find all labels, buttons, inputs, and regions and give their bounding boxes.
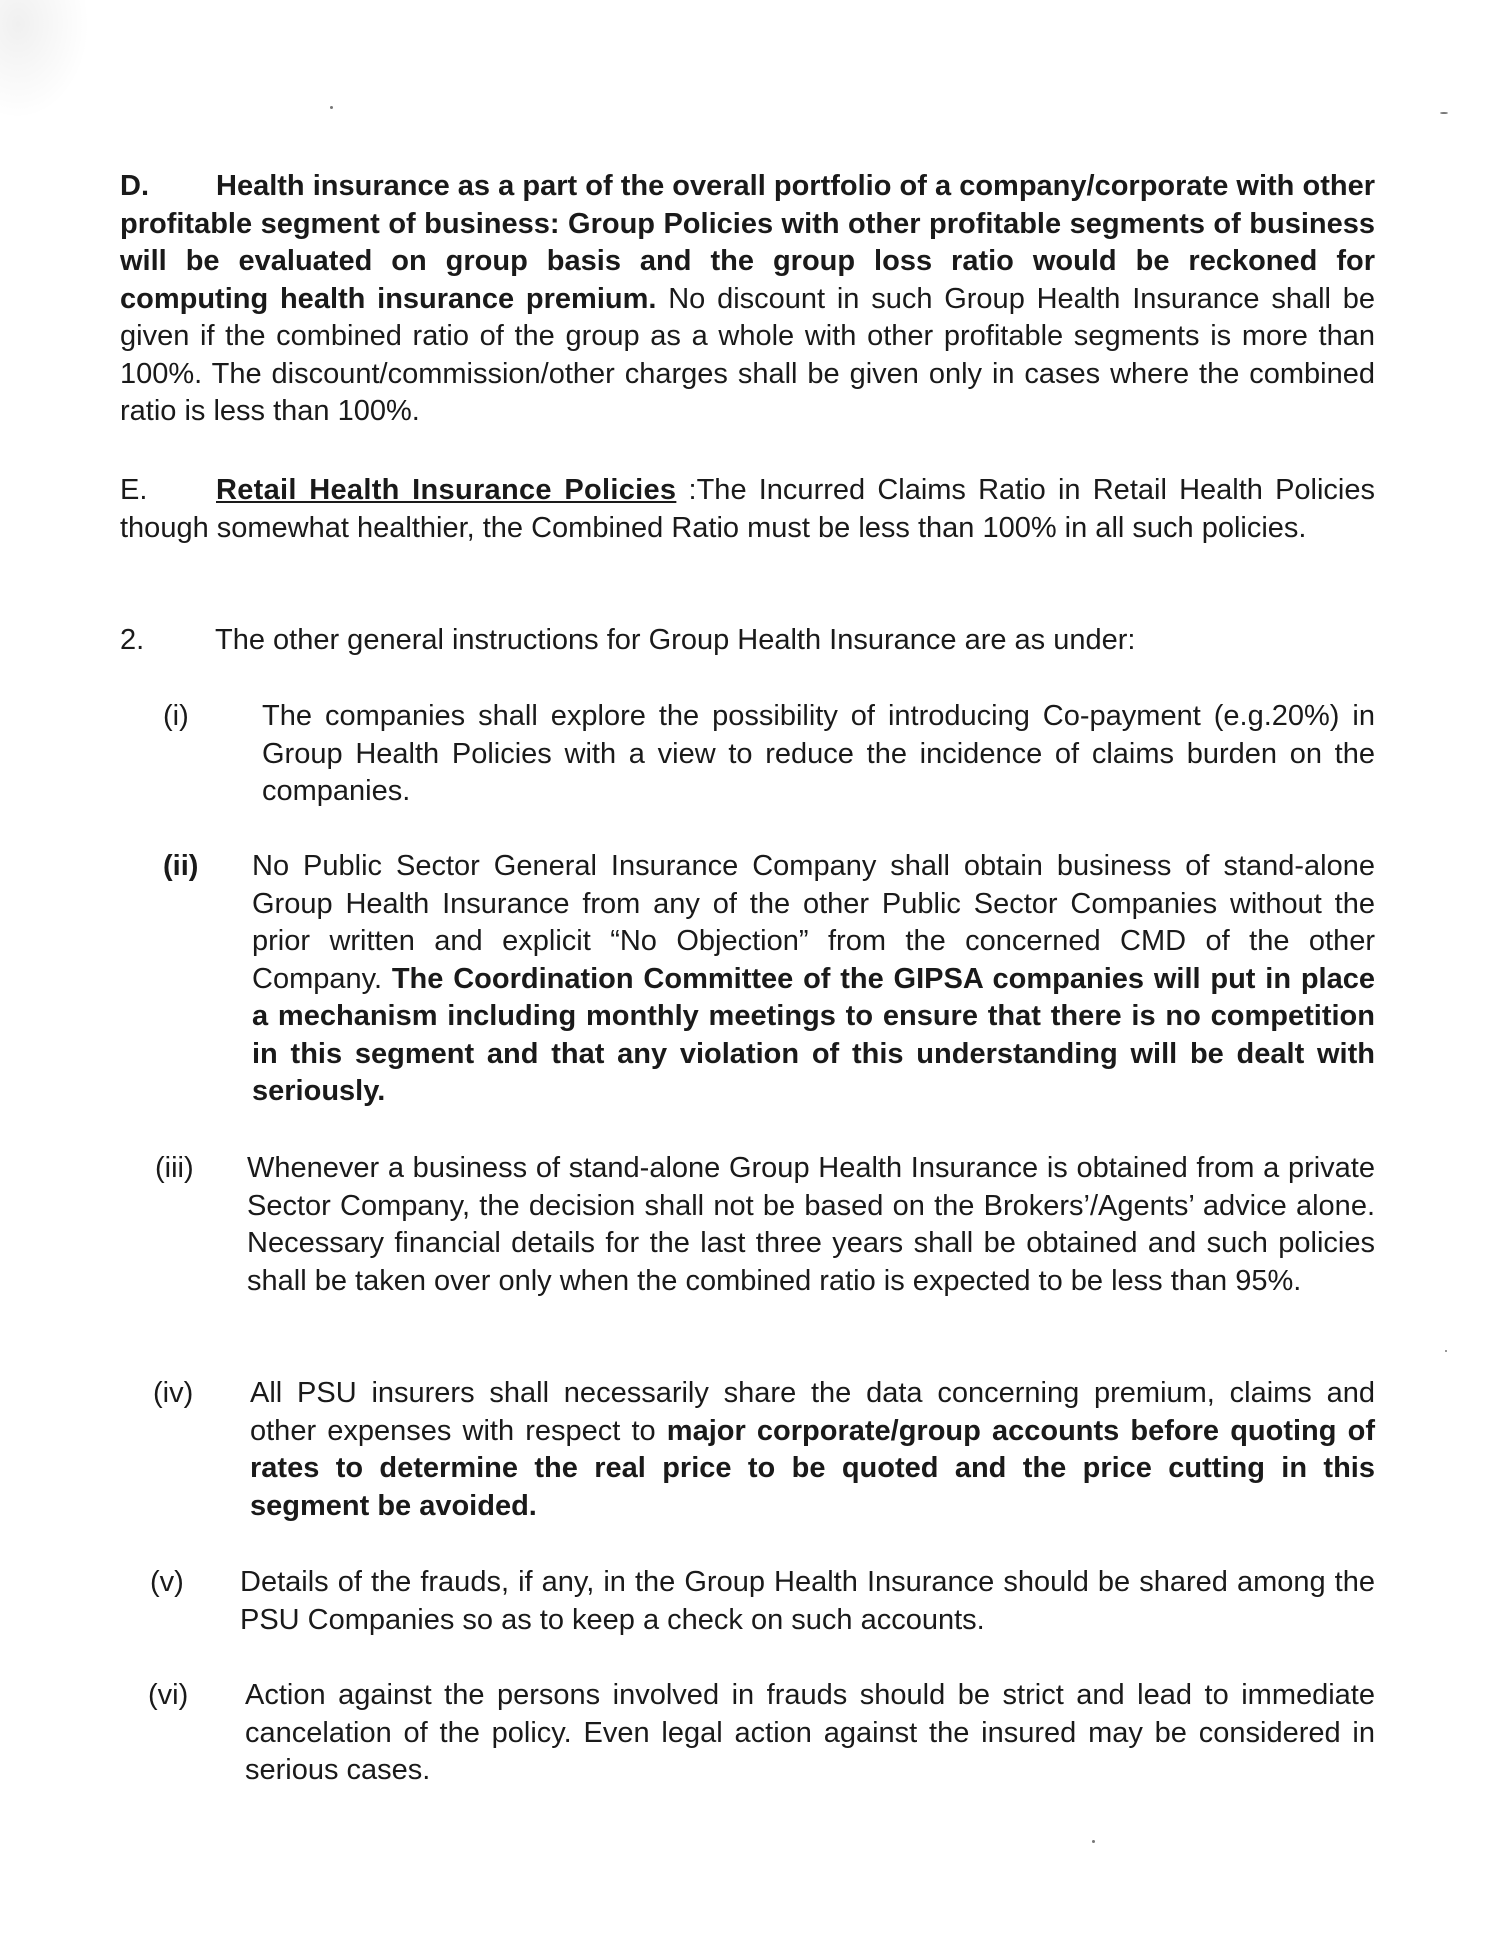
scan-speck	[1445, 1350, 1447, 1352]
item-i-marker: (i)	[163, 700, 189, 732]
item-iv-text	[250, 1375, 1375, 1525]
section-e-heading: Retail Health Insurance Policies	[216, 474, 677, 506]
section-e-paragraph	[120, 472, 1375, 547]
item-ii-text	[252, 848, 1375, 1111]
section-d-paragraph	[120, 168, 1375, 431]
point-2-text: The other general instructions for Group Health Insurance are as under:	[215, 624, 1136, 656]
item-iv-body: All PSU insurers shall necessarily share the data concerning premium, claims and other expenses with respect to	[250, 1377, 1375, 1447]
item-iii-marker: (iii)	[155, 1152, 194, 1184]
scan-speck	[1440, 112, 1448, 114]
scan-speck	[1092, 1840, 1095, 1843]
item-i-body: The companies shall explore the possibility of introducing Co-payment (e.g.20%) in Group Health Policies with a view to reduce the incidence of claims burden on the companies.	[262, 700, 1375, 807]
item-v-text	[240, 1564, 1375, 1639]
point-2-marker: 2.	[120, 624, 145, 656]
section-e-text: :The Incurred Claims Ratio in Retail Health Policies though somewhat healthier, the Combined Ratio must be less than 100% in all such policies.	[120, 474, 1376, 544]
item-vi-marker: (vi)	[148, 1679, 189, 1711]
item-vi-text	[245, 1677, 1375, 1790]
item-iii-text	[247, 1150, 1375, 1300]
item-ii-body: No Public Sector General Insurance Company shall obtain business of stand-alone Group Health Insurance from any of the other Public Sector Companies without the prior written and explicit “No Objection” from the concerned CMD of the other Company.	[252, 850, 1375, 995]
scan-speck	[330, 106, 333, 109]
item-ii-marker: (ii)	[163, 850, 199, 882]
section-d-text: No discount in such Group Health Insurance shall be given if the combined ratio of the group as a whole with other profitable segments is more than 100%. The discount/commission/other charges shall be given only in cases where the combined ratio is less than 100%.	[120, 282, 1375, 427]
item-vi-body: Action against the persons involved in frauds should be strict and lead to immediate cancelation of the policy. Even legal action against the insured may be considered in serious cases.	[245, 1679, 1375, 1786]
item-i-text	[262, 698, 1375, 811]
item-iv-bold-body: major corporate/group accounts before quoting of rates to determine the real price to be quoted and the price cutting in this segment be avoided.	[250, 1414, 1375, 1522]
item-v-marker: (v)	[150, 1566, 184, 1598]
scan-edge-shadow	[0, 0, 90, 120]
item-v-body: Details of the frauds, if any, in the Group Health Insurance should be shared among the PSU Companies so as to keep a check on such accounts.	[240, 1566, 1375, 1636]
section-d-bold-text: Health insurance as a part of the overall portfolio of a company/corporate with other profitable segment of business: Group Policies with other profitable segments of business will be evaluated on group basis and the group loss ratio would be reckoned for computing health insurance premium.	[120, 170, 1375, 315]
item-iii-body: Whenever a business of stand-alone Group Health Insurance is obtained from a private Sector Company, the decision shall not be based on the Brokers’/Agents’ advice alone. Necessary financial details for the last three years shall be obtained and such policies shall be taken over only when the combined ratio is expected to be less than 95%.	[247, 1152, 1375, 1297]
section-d-marker: D.	[120, 170, 149, 202]
item-iv-marker: (iv)	[153, 1377, 194, 1409]
item-ii-bold-body: The Coordination Committee of the GIPSA companies will put in place a mechanism including monthly meetings to ensure that there is no competition in this segment and that any violation of this understanding will be dealt with seriously.	[252, 962, 1375, 1107]
section-e-marker: E.	[120, 474, 148, 506]
